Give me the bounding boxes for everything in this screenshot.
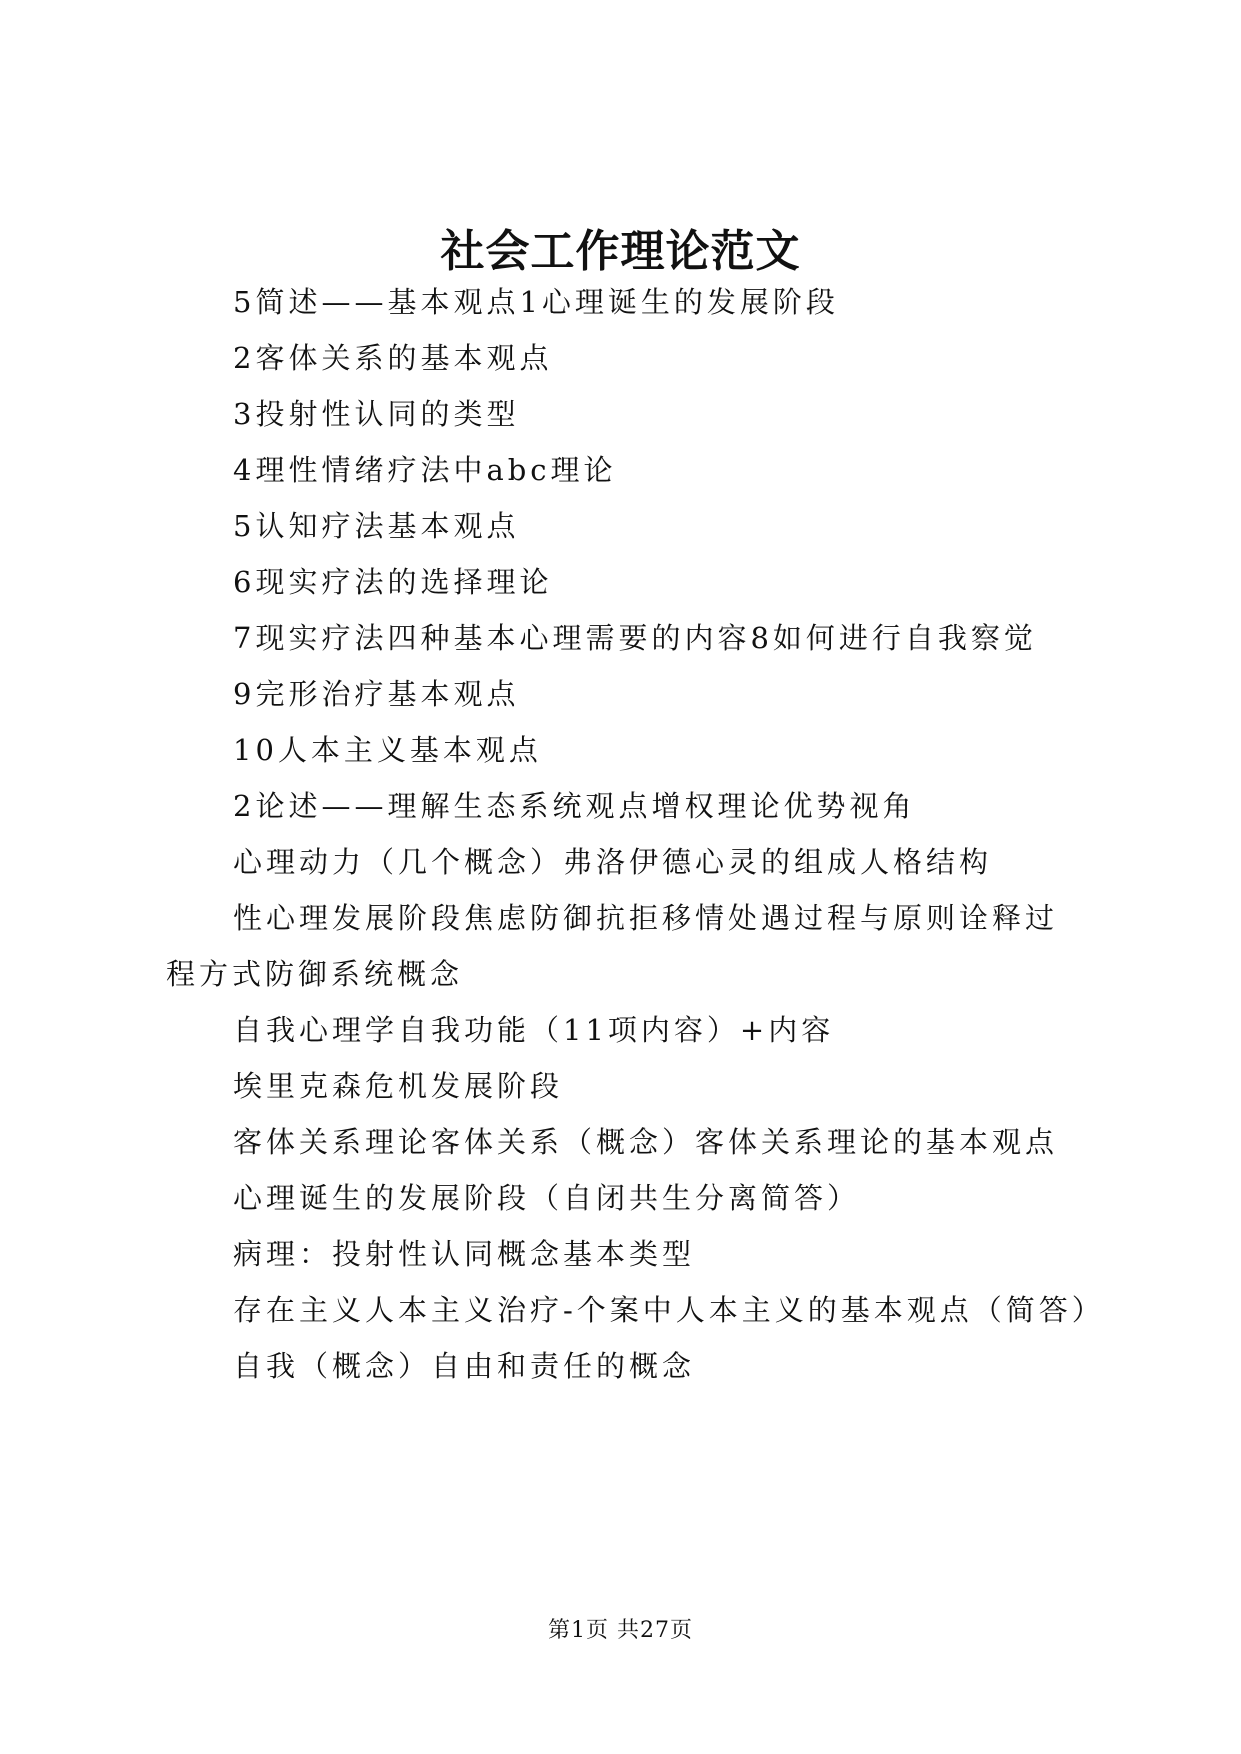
text-line: 埃里克森危机发展阶段 <box>233 1069 564 1103</box>
text-line: 存在主义人本主义治疗-个案中人本主义的基本观点（简答） <box>233 1293 1105 1327</box>
text-line: 10人本主义基本观点 <box>233 733 542 767</box>
text-line: 自我心理学自我功能（11项内容）+内容 <box>233 1013 835 1047</box>
text-line: 5简述——基本观点1心理诞生的发展阶段 <box>233 285 839 319</box>
text-line: 2论述——理解生态系统观点增权理论优势视角 <box>233 789 916 823</box>
text-line: 自我（概念）自由和责任的概念 <box>233 1349 696 1383</box>
text-line: 9完形治疗基本观点 <box>233 677 520 711</box>
text-line: 性心理发展阶段焦虑防御抗拒移情处遇过程与原则诠释过 <box>233 901 1059 935</box>
text-line: 6现实疗法的选择理论 <box>233 565 553 599</box>
page-title: 社会工作理论范文 <box>440 226 801 277</box>
page-footer: 第1页 共27页 <box>548 1618 693 1643</box>
text-line: 7现实疗法四种基本心理需要的内容8如何进行自我察觉 <box>233 621 1037 655</box>
text-line: 心理动力（几个概念）弗洛伊德心灵的组成人格结构 <box>233 845 993 879</box>
text-line: 2客体关系的基本观点 <box>233 341 553 375</box>
text-line: 客体关系理论客体关系（概念）客体关系理论的基本观点 <box>233 1125 1059 1159</box>
text-line: 程方式防御系统概念 <box>166 957 464 991</box>
text-line: 3投射性认同的类型 <box>233 397 520 431</box>
text-line: 心理诞生的发展阶段（自闭共生分离简答） <box>233 1181 861 1215</box>
text-line: 5认知疗法基本观点 <box>233 509 520 543</box>
text-line: 4理性情绪疗法中abc理论 <box>233 453 617 487</box>
text-line: 病理：投射性认同概念基本类型 <box>233 1237 696 1271</box>
